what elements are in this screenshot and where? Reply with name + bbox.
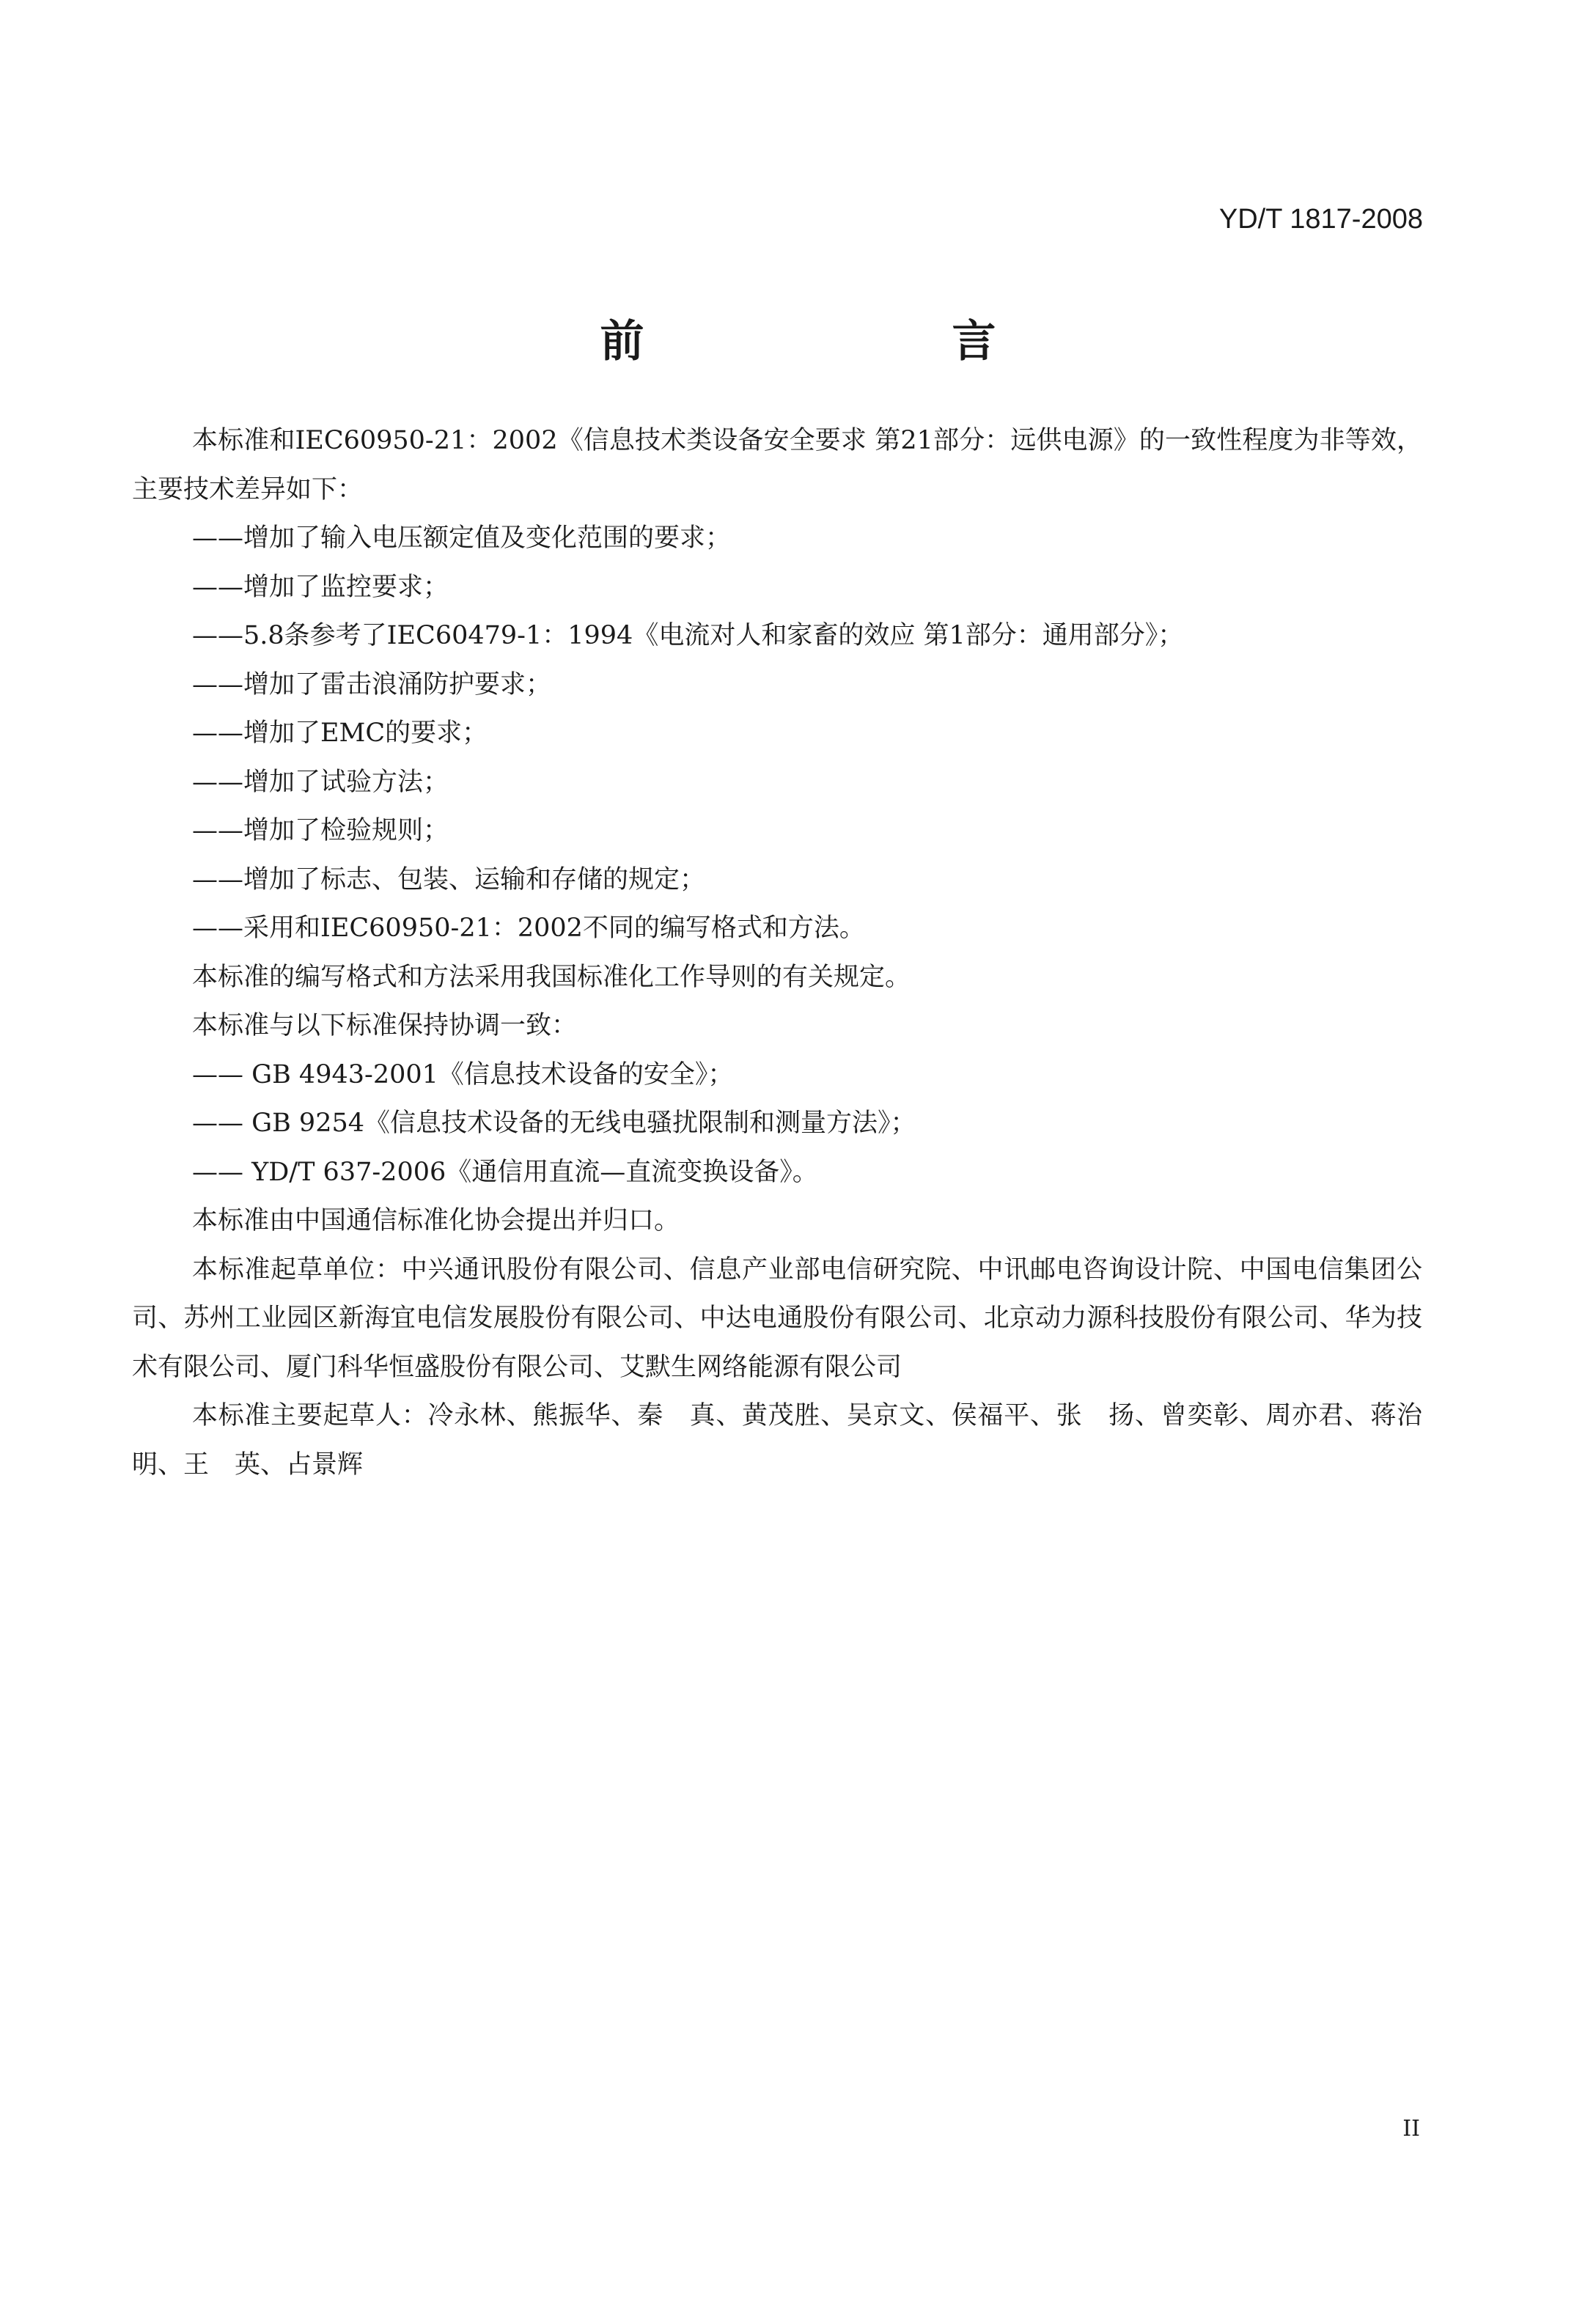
document-body xyxy=(132,416,1422,1489)
standard-number: YD/T 1817-2008 xyxy=(1218,204,1423,235)
list-item: ——增加了雷击浪涌防护要求； xyxy=(192,669,552,699)
paragraph: 本标准与以下标准保持协调一致： xyxy=(192,1011,578,1040)
list-item: ——采用和IEC60950-21：2002不同的编写格式和方法。 xyxy=(192,914,865,943)
list-item: ——增加了检验规则； xyxy=(192,816,449,845)
list-item: —— GB 9254《信息技术设备的无线电骚扰限制和测量方法》； xyxy=(192,1109,916,1138)
paragraph-intro: 本标准和IEC60950-21：2002《信息技术类设备安全要求 第21部分：远供电源》的一致性程度为非等效，主要技术差异如下： xyxy=(132,426,1422,504)
paragraph-drafters: 本标准主要起草人：冷永林、熊振华、秦 真、黄茂胜、吴京文、侯福平、张 扬、曾奕彰、周亦君、蒋治明、王 英、占景辉 xyxy=(132,1401,1422,1480)
page-title: 前 言 xyxy=(600,316,1070,367)
list-item: ——增加了输入电压额定值及变化范围的要求； xyxy=(192,523,732,553)
list-item: ——增加了EMC的要求； xyxy=(192,718,488,748)
list-item: ——增加了标志、包装、运输和存储的规定； xyxy=(192,864,706,894)
list-item: ——增加了试验方法； xyxy=(192,767,449,797)
list-item: —— YD/T 637-2006《通信用直流—直流变换设备》。 xyxy=(192,1157,818,1187)
paragraph-drafting-units: 本标准起草单位：中兴通讯股份有限公司、信息产业部电信研究院、中讯邮电咨询设计院、中国电信集团公司、苏州工业园区新海宜电信发展股份有限公司、中达电通股份有限公司、北京动力源科技股份有限公司、华为技术有限公司、厦门科华恒盛股份有限公司、艾默生网络能源有限公司 xyxy=(132,1254,1422,1382)
page-number: II xyxy=(1402,2116,1420,2142)
list-item: —— GB 4943-2001《信息技术设备的安全》； xyxy=(192,1059,734,1089)
list-item: ——增加了监控要求； xyxy=(192,572,449,602)
list-item: ——5.8条参考了IEC60479-1：1994《电流对人和家畜的效应 第1部分：通用部分》； xyxy=(192,621,1184,650)
paragraph: 本标准由中国通信标准化协会提出并归口。 xyxy=(192,1206,680,1235)
paragraph: 本标准的编写格式和方法采用我国标准化工作导则的有关规定。 xyxy=(192,962,911,992)
